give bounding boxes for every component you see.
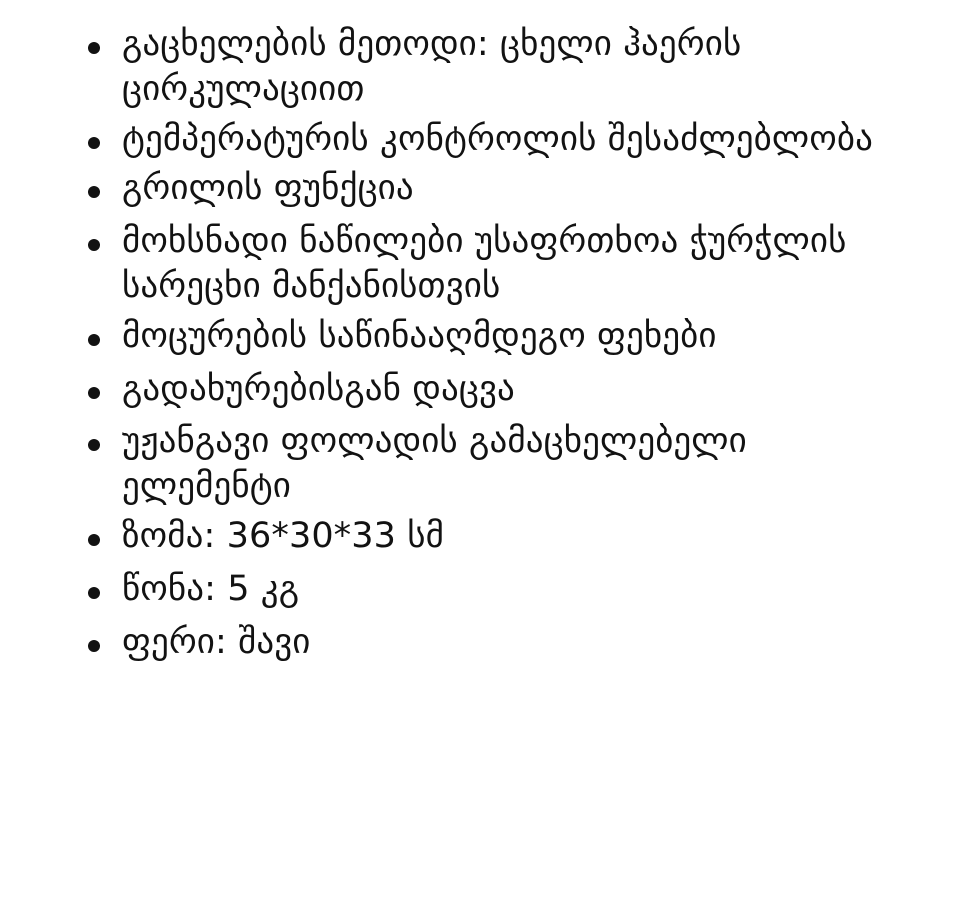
bullet-icon — [88, 186, 100, 198]
list-item-label: წონა: 5 კგ — [122, 568, 300, 609]
list-item-label: მოცურების საწინააღმდეგო ფეხები — [122, 315, 717, 356]
list-item — [40, 419, 918, 509]
specification-list — [40, 22, 918, 664]
list-item — [40, 367, 918, 412]
list-item-label: გადახურებისგან დაცვა — [122, 368, 515, 409]
list-item-label: უჟანგავი ფოლადის გამაცხელებელი ელემენტი — [122, 421, 747, 507]
list-item — [40, 314, 918, 359]
list-item — [40, 117, 918, 162]
list-item-label: ტემპერატურის კონტროლის შესაძლებლობა — [122, 118, 873, 159]
bullet-icon — [88, 640, 100, 652]
list-item-label: გრილის ფუნქცია — [122, 168, 414, 209]
bullet-icon — [88, 239, 100, 251]
list-item — [40, 620, 918, 665]
list-item — [40, 166, 918, 211]
list-item-label: ფერი: შავი — [122, 621, 311, 662]
list-item-label: ზომა: 36*30*33 სმ — [122, 515, 445, 556]
list-item-label: მოხსნადი ნაწილები უსაფრთხოა ჭურჭლის სარეცხი მანქანისთვის — [122, 221, 847, 306]
bullet-icon — [88, 534, 100, 546]
list-item — [40, 567, 918, 612]
bullet-icon — [88, 439, 100, 451]
list-item — [40, 514, 918, 559]
bullet-icon — [88, 587, 100, 599]
list-item-label: გაცხელების მეთოდი: ცხელი ჰაერის ცირკულაციით — [122, 24, 742, 109]
bullet-icon — [88, 42, 100, 54]
list-item — [40, 219, 918, 309]
bullet-icon — [88, 137, 100, 149]
bullet-icon — [88, 334, 100, 346]
list-item — [40, 22, 918, 112]
bullet-icon — [88, 387, 100, 399]
